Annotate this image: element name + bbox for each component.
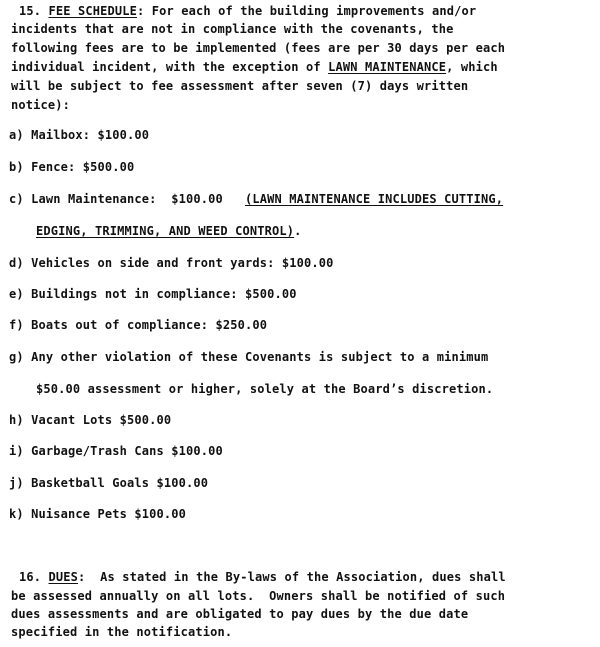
fee-item-g-continued: $50.00 assessment or higher, solely at the Board’s discretion. xyxy=(36,382,494,396)
fee-item-d: d) Vehicles on side and front yards: $100.00 xyxy=(9,256,334,270)
fee-item-a: a) Mailbox: $100.00 xyxy=(9,128,150,142)
fee-item-c-continued xyxy=(36,224,302,238)
fee-item-c-end: . xyxy=(294,224,302,238)
section-15-line-1 xyxy=(19,4,476,18)
fee-item-c xyxy=(9,192,503,206)
section-15-line-4 xyxy=(11,60,498,74)
fee-item-c-note-continued: EDGING, TRIMMING, AND WEED CONTROL) xyxy=(36,224,295,238)
fee-item-h: h) Vacant Lots $500.00 xyxy=(9,413,172,427)
section-16-line-2: be assessed annually on all lots. Owners shall be notified of such xyxy=(11,589,506,603)
section-15-line-5: will be subject to fee assessment after seven (7) days written xyxy=(11,79,469,93)
fee-item-g: g) Any other violation of these Covenants is subject to a minimum xyxy=(9,350,489,364)
section-15-line-3: following fees are to be implemented (fees are per 30 days per each xyxy=(11,41,506,55)
section-16-text: : As stated in the By-laws of the Association, dues shall xyxy=(78,570,506,584)
fee-item-k: k) Nuisance Pets $100.00 xyxy=(9,507,186,521)
section-15-intro-text: , which xyxy=(446,60,498,74)
fee-item-b: b) Fence: $500.00 xyxy=(9,160,135,174)
section-15-line-2: incidents that are not in compliance with the covenants, the xyxy=(11,22,454,36)
lawn-maintenance-term: LAWN MAINTENANCE xyxy=(328,60,447,74)
section-15-number: 15. xyxy=(19,4,42,18)
fee-item-c-note: (LAWN MAINTENANCE INCLUDES CUTTING, xyxy=(245,192,504,206)
section-15-intro-text: individual incident, with the exception of xyxy=(11,60,329,74)
section-16-line-4: specified in the notification. xyxy=(11,625,233,639)
fee-item-f: f) Boats out of compliance: $250.00 xyxy=(9,318,268,332)
fee-item-i: i) Garbage/Trash Cans $100.00 xyxy=(9,444,223,458)
section-16-number: 16. xyxy=(19,570,42,584)
section-16-heading: DUES xyxy=(48,570,78,584)
section-15-heading: FEE SCHEDULE xyxy=(48,4,137,18)
section-16-line-3: dues assessments and are obligated to pay dues by the due date xyxy=(11,607,469,621)
section-15-intro-text: : For each of the building improvements and/or xyxy=(137,4,477,18)
section-15-line-6: notice): xyxy=(11,98,70,112)
fee-item-c-text: c) Lawn Maintenance: $100.00 xyxy=(9,192,245,206)
section-16-line-1 xyxy=(19,570,506,584)
fee-item-e: e) Buildings not in compliance: $500.00 xyxy=(9,287,297,301)
fee-item-j: j) Basketball Goals $100.00 xyxy=(9,476,209,490)
